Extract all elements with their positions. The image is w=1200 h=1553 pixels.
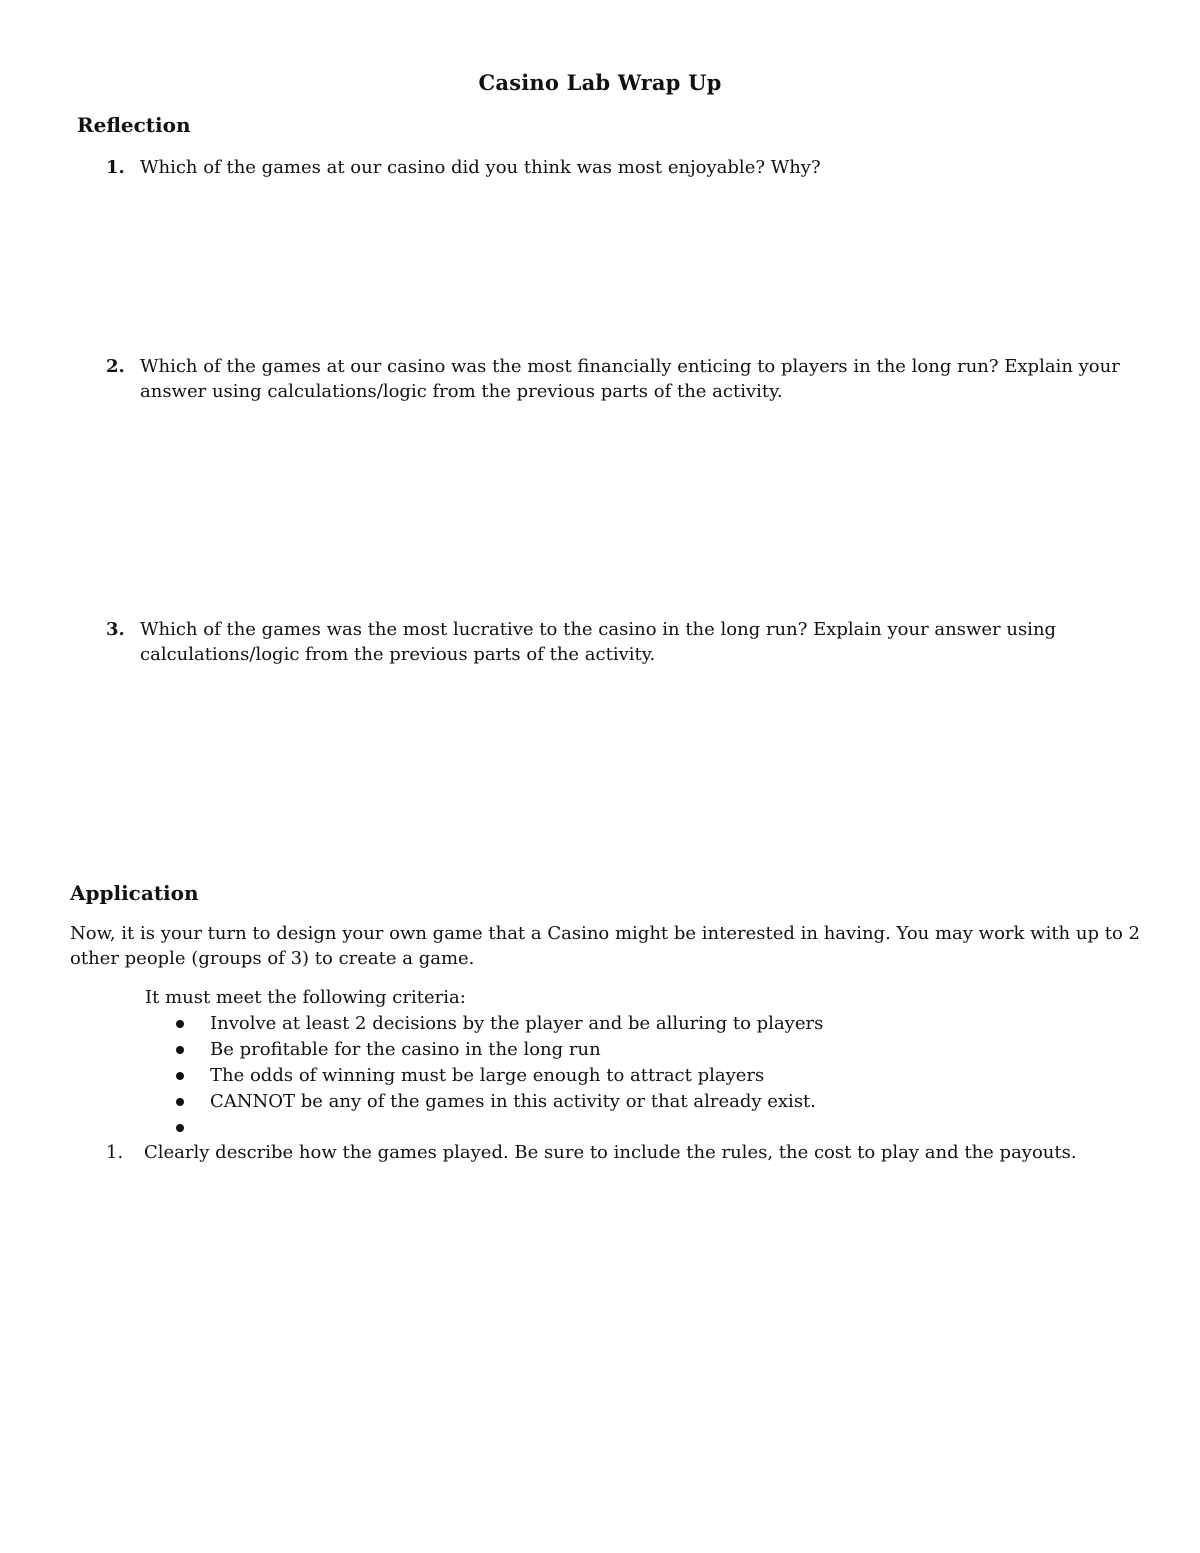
criteria-text: Be profitable for the casino in the long run: [210, 1039, 601, 1060]
question-text-line: Which of the games was the most lucrative to the casino in the long run? Explain your answer using: [140, 619, 1057, 640]
question-text-line: answer using calculations/logic from the previous parts of the activity.: [140, 381, 783, 402]
question-number: 1.: [106, 1142, 124, 1163]
criteria-item: [170, 1089, 823, 1115]
application-heading: Application: [70, 881, 199, 905]
bullet-icon: [176, 1124, 184, 1132]
bullet-icon: [176, 1046, 184, 1054]
question-text-line: Which of the games at our casino did you think was most enjoyable? Why?: [140, 157, 821, 178]
criteria-intro: It must meet the following criteria:: [145, 987, 466, 1008]
question-text: Clearly describe how the games played. Be sure to include the rules, the cost to play and the payouts.: [144, 1142, 1077, 1163]
criteria-item: [170, 1115, 823, 1141]
criteria-text: Involve at least 2 decisions by the player and be alluring to players: [210, 1013, 824, 1034]
bullet-icon: [176, 1098, 184, 1106]
criteria-list: [170, 1011, 823, 1141]
criteria-item: [170, 1037, 823, 1063]
application-intro-line: Now, it is your turn to design your own game that a Casino might be interested in having. You may work with up to 2: [70, 923, 1140, 944]
criteria-item: [170, 1063, 823, 1089]
question-number: 3.: [106, 619, 125, 640]
question-number: 2.: [106, 356, 125, 377]
question-text-line: calculations/logic from the previous parts of the activity.: [140, 644, 656, 665]
question-text-line: Which of the games at our casino was the most financially enticing to players in the long run? Explain your: [140, 356, 1120, 377]
application-intro-line: other people (groups of 3) to create a game.: [70, 948, 475, 969]
bullet-icon: [176, 1072, 184, 1080]
criteria-text: CANNOT be any of the games in this activity or that already exist.: [210, 1091, 817, 1112]
question-number: 1.: [106, 157, 125, 178]
criteria-item: [170, 1011, 823, 1037]
bullet-icon: [176, 1020, 184, 1028]
criteria-text: The odds of winning must be large enough to attract players: [210, 1065, 765, 1086]
page-title: Casino Lab Wrap Up: [478, 70, 722, 95]
reflection-heading: Reflection: [77, 113, 191, 137]
